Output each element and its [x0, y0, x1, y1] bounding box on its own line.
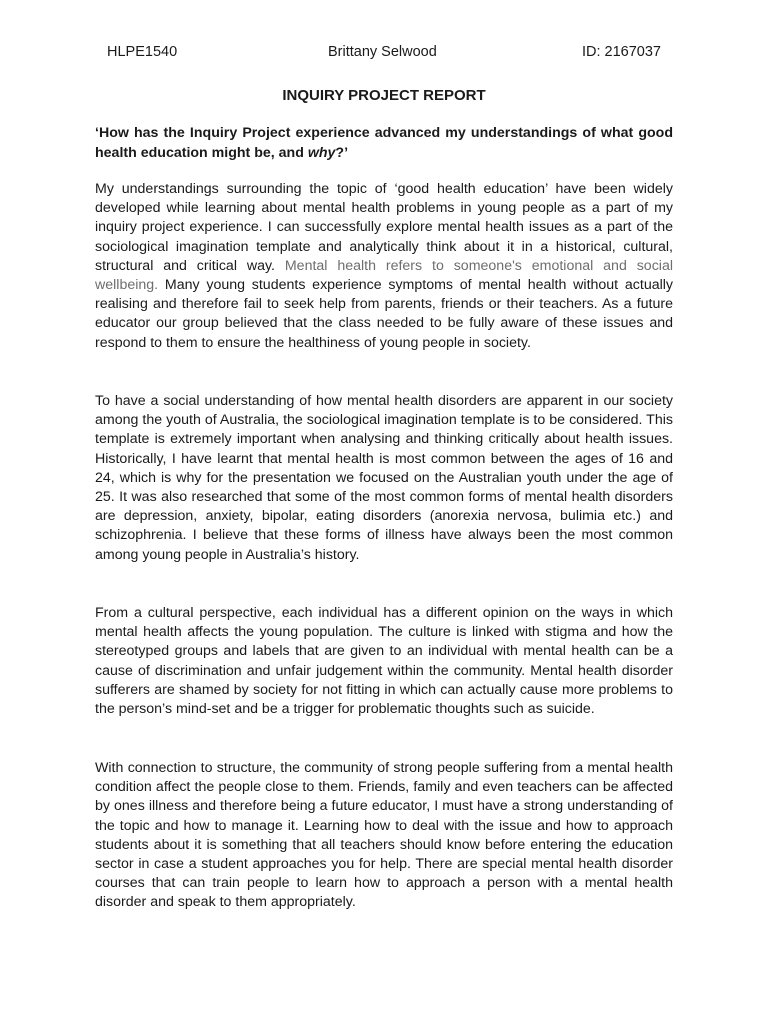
- paragraph-4: With connection to structure, the community of strong people suffering from a mental health condition affect the people close to them. Friends, family and even teachers can be affected by ones illness and therefore being a future educator, I must have a strong understanding of the topic and how to manage it. Learning how to deal with the issue and how to approach students about it is something that all teachers should know before entering the education sector in case a student approaches you for help. There are special mental health disorder courses that can train people to learn how to approach a person with a mental health disorder and speak to them appropriately.: [95, 760, 673, 911]
- paragraph-1: [95, 180, 673, 353]
- inquiry-question: [95, 124, 673, 163]
- course-code: HLPE1540: [107, 44, 178, 60]
- paragraph-3: From a cultural perspective, each individual has a different opinion on the ways in which mental health affects the young population. The culture is linked with stigma and how the stereotyped groups and labels that are given to an individual with mental health can be a cause of discrimination and unfair judgement within the community. Mental health disorder sufferers are shamed by society for not fitting in which can actually cause more problems to the person’s mind-set and be a trigger for problematic thoughts such as suicide.: [95, 605, 673, 718]
- question-text-end: ?’: [335, 144, 349, 161]
- paragraph-2: To have a social understanding of how mental health disorders are apparent in our society among the youth of Australia, the sociological imagination template is to be considered. This template is extremely important when analysing and thinking critically about health issues. Historically, I have learnt that mental health is most common between the ages of 16 and 24, which is why for the presentation we focused on the Australian youth under the age of 25. It was also researched that some of the most common forms of mental health disorders are depression, anxiety, bipolar, eating disorders (anorexia nervosa, bulimia etc.) and schizophrenia. I believe that these forms of illness have always been the most common among young people in Australia’s history.: [95, 393, 673, 563]
- page-header: [95, 42, 673, 62]
- paragraph-1-text-a: My understandings surrounding the topic of ‘good health education’ have been widely developed while learning about mental health problems in young people as a part of my inquiry project experience. I can successfully explore mental health issues as a part of the sociological imagination template and analytically think about it in a historical, cultural, structural and critical way.: [95, 181, 673, 274]
- report-title: INQUIRY PROJECT REPORT: [282, 87, 486, 104]
- author-name: Brittany Selwood: [328, 44, 437, 60]
- paragraph-1-text-b: Many young students experience symptoms of mental health without actually realising and therefore fail to seek help from parents, friends or their teachers. As a future educator our group believed that the class needed to be fully aware of these issues and respond to them to ensure the healthiness of young people in society.: [95, 277, 673, 351]
- student-id: ID: 2167037: [581, 44, 661, 60]
- question-text-start: ‘How has the Inquiry Project experience advanced my understandings of what good health education might be, and: [95, 125, 673, 161]
- question-emphasis: why: [307, 144, 336, 161]
- paragraph-1-definition: Mental health refers to someone's emotional and social wellbeing.: [95, 257, 673, 294]
